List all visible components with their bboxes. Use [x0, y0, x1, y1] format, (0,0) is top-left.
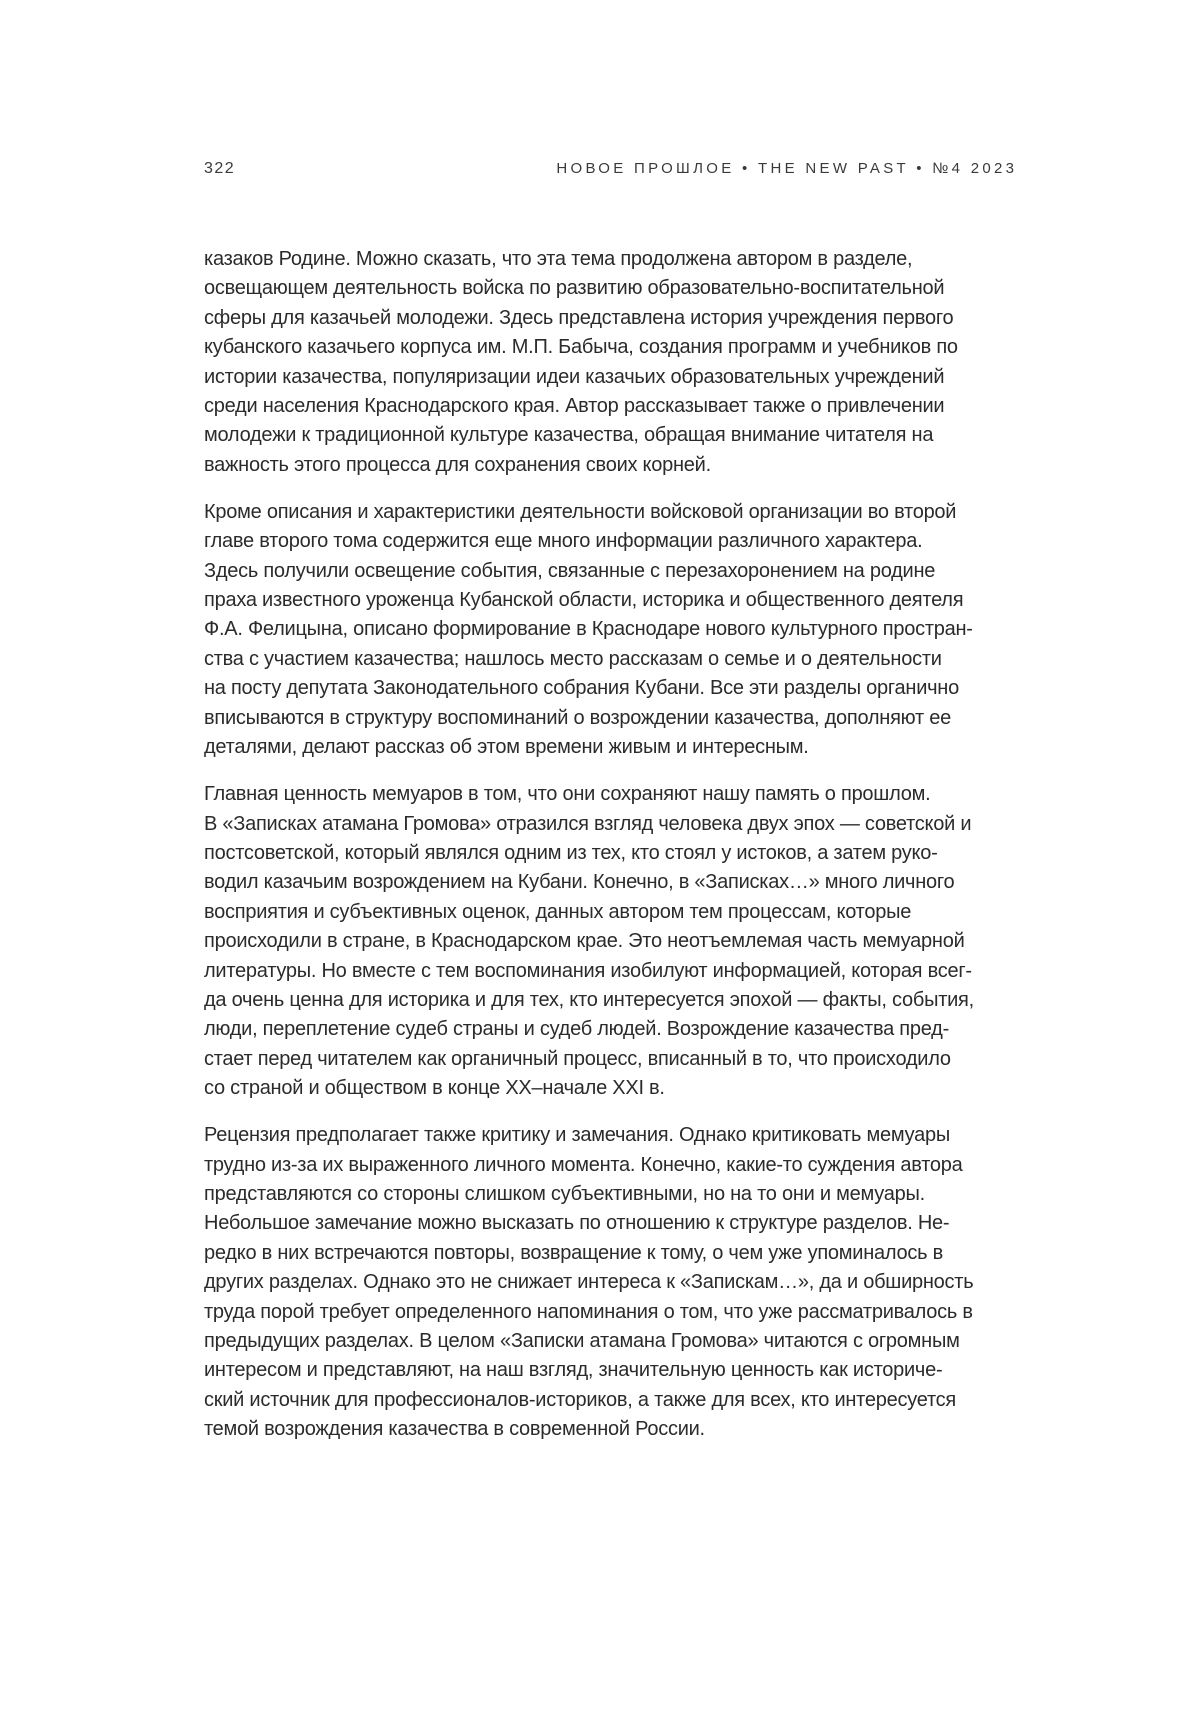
page-number: 322 — [204, 160, 236, 177]
article-paragraph: Главная ценность мемуаров в том, что они сохраняют нашу память о прошлом. В «Записках атамана Громова» отразился взгляд человека двух эпох — советской и постсоветской, который являлся одним из тех, кто стоял у истоков, а затем руко- водил казачьим возрождением на Кубани. Конечно, в «Записках…» много личного восприятия и субъективных оценок, данных автором тем процессам, которые происходили в стране, в Краснодарском крае. Это неотъемлемая часть мемуарной литературы. Но вместе с тем воспоминания изобилуют информацией, которая всег- да очень ценна для историка и для тех, кто интересуется эпохой — факты, события, люди, переплетение судеб страны и судеб людей. Возрождение казачества пред- стает перед читателем как органичный процесс, вписанный в то, что происходило со страной и обществом в конце XX–начале XXI в. — [204, 783, 974, 1100]
article-body — [204, 245, 1016, 1462]
journal-running-title: НОВОЕ ПРОШЛОЕ • THE NEW PAST • №4 2023 — [556, 160, 1018, 177]
article-paragraph: казаков Родине. Можно сказать, что эта тема продолжена автором в разделе, освещающем деятельность войска по развитию образовательно-воспитательной сферы для казачьей молодежи. Здесь представлена история учреждения первого кубанского казачьего корпуса им. М.П. Бабыча, создания программ и учебников по истории казачества, популяризации идеи казачьих образовательных учреждений среди населения Краснодарского края. Автор рассказывает также о привлечении молодежи к традиционной культуре казачества, обращая внимание читателя на важность этого процесса для сохранения своих корней. — [204, 248, 958, 476]
article-paragraph: Кроме описания и характеристики деятельности войсковой организации во второй главе второго тома содержится еще много информации различного характера. Здесь получили освещение события, связанные с перезахоронением на родине праха известного уроженца Кубанской области, историка и общественного деятеля Ф.А. Фелицына, описано формирование в Краснодаре нового культурного простран- ства с участием казачества; нашлось место рассказам о семье и о деятельности на посту депутата Законодательного собрания Кубани. Все эти разделы органично вписываются в структуру воспоминаний о возрождении казачества, дополняют ее деталями, делают рассказ об этом времени живым и интересным. — [204, 500, 973, 759]
article-paragraph: Рецензия предполагает также критику и замечания. Однако критиковать мемуары трудно из-за их выраженного личного момента. Конечно, какие-то суждения автора представляются со стороны слишком субъективными, но на то они и мемуары. Небольшое замечание можно высказать по отношению к структуре разделов. Не- редко в них встречаются повторы, возвращение к тому, о чем уже упоминалось в других разделах. Однако это не снижает интереса к «Запискам…», да и обширность труда порой требует определенного напоминания о том, что уже рассматривалось в предыдущих разделах. В целом «Записки атамана Громова» читаются с огромным интересом и представляют, на наш взгляд, значительную ценность как историче- ский источник для профессионалов-историков, а также для всех, кто интересуется темой возрождения казачества в современной России. — [204, 1124, 974, 1441]
running-header — [204, 160, 1018, 178]
